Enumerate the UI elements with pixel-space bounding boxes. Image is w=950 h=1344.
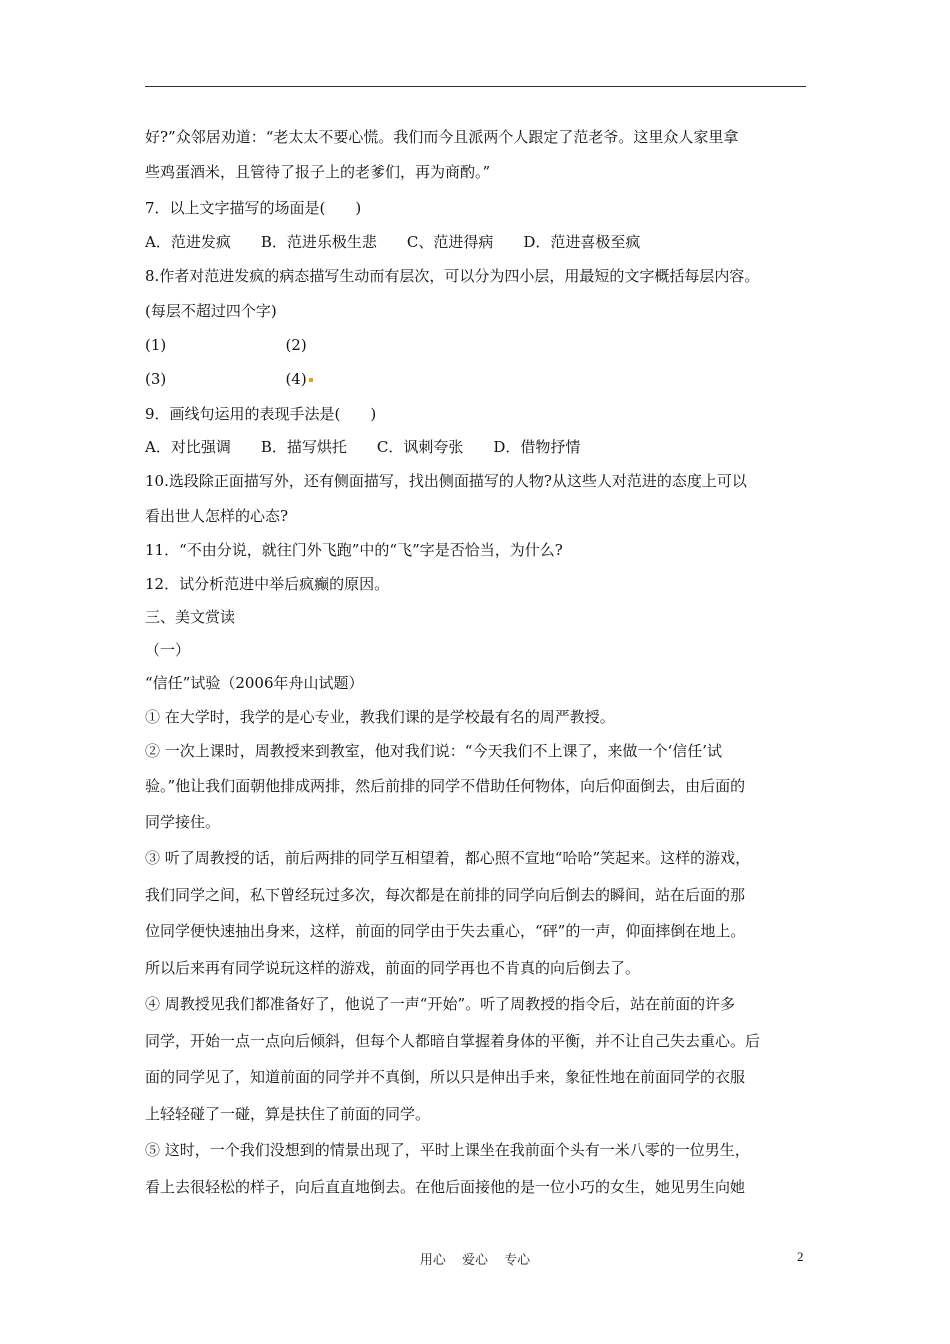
question-12: 12．试分析范进中举后疯癫的原因。 <box>145 575 390 593</box>
paragraph-5-cont: 看上去很轻松的样子，向后直直地倒去。在他后面接他的是一位小巧的女生，她见男生向她 <box>145 1178 746 1196</box>
question-7-options: A．范进发疯 B．范进乐极生悲 C、范进得病 D．范进喜极至疯 <box>145 233 641 251</box>
paragraph-4-cont: 面的同学见了，知道前面的同学并不真倒，所以只是伸出手来，象征性地在前面同学的衣服 <box>145 1068 746 1086</box>
paragraph-3-cont: 位同学便快速抽出身来，这样，前面的同学由于失去重心，“砰”的一声，仰面摔倒在地上。 <box>145 922 746 940</box>
subsection-label: （一） <box>145 641 191 659</box>
question-10: 10.选段除正面描写外，还有侧面描写，找出侧面描写的人物?从这些人对范进的态度上可以 <box>145 472 747 490</box>
answer-row-1: (1) (2) <box>145 336 307 354</box>
answer-row-2 <box>145 369 313 389</box>
question-11: 11．“不由分说，就往门外飞跑”中的“飞”字是否恰当，为什么? <box>145 541 563 559</box>
paragraph-3: ③ 听了周教授的话，前后两排的同学互相望着，都心照不宣地“哈哈”笑起来。这样的游戏， <box>145 849 751 867</box>
text-line: 些鸡蛋酒米，且管待了报子上的老爹们，再为商酌。” <box>145 163 491 181</box>
paragraph-3-cont: 所以后来再有同学说玩这样的游戏，前面的同学再也不肯真的向后倒去了。 <box>145 959 641 977</box>
paragraph-1: ① 在大学时，我学的是心专业，教我们课的是学校最有名的周严教授。 <box>145 708 615 726</box>
question-7: 7．以上文字描写的场面是( ) <box>145 199 362 217</box>
paragraph-2-cont: 同学接住。 <box>145 813 221 831</box>
paragraph-5: ⑤ 这时，一个我们没想到的情景出现了，平时上课坐在我前面个头有一米八零的一位男生， <box>145 1141 750 1159</box>
section-heading: 三、美文赏读 <box>145 608 236 626</box>
paragraph-4-cont: 上轻轻碰了一碰，算是扶住了前面的同学。 <box>145 1105 431 1123</box>
page-number: 2 <box>797 1249 804 1264</box>
header-rule <box>145 86 806 87</box>
page-footer <box>0 1249 950 1268</box>
answer-row-2-text: (3) (4) <box>145 370 307 388</box>
paragraph-4: ④ 周教授见我们都准备好了，他说了一声“开始”。听了周教授的指令后，站在前面的许多 <box>145 995 736 1013</box>
article-title: “信任”试验（2006年舟山试题） <box>145 674 364 692</box>
question-9-options: A．对比强调 B．描写烘托 C．讽刺夸张 D．借物抒情 <box>145 438 581 456</box>
question-9: 9．画线句运用的表现手法是( ) <box>145 405 377 423</box>
question-10-cont: 看出世人怎样的心态? <box>145 507 289 525</box>
question-8-note: (每层不超过四个字) <box>145 302 277 320</box>
footer-middle: 爱心 <box>461 1253 488 1268</box>
paragraph-2-cont: 验。”他让我们面朝他排成两排，然后前排的同学不借助任何物体，向后仰面倒去，由后面的 <box>145 777 746 795</box>
footer-right: 专心 <box>504 1253 531 1268</box>
paragraph-3-cont: 我们同学之间，私下曾经玩过多次，每次都是在前排的同学向后倒去的瞬间，站在后面的那 <box>145 886 746 904</box>
marker-dot <box>309 378 313 382</box>
text-line: 好?”众邻居劝道：“老太太不要心慌。我们而今且派两个人跟定了范老爷。这里众人家里拿 <box>145 128 739 146</box>
paragraph-2: ② 一次上课时，周教授来到教室，他对我们说：“今天我们不上课了，来做一个‘信任’试 <box>145 742 722 760</box>
question-8: 8.作者对范进发疯的病态描写生动而有层次，可以分为四小层，用最短的文字概括每层内容。 <box>145 267 760 285</box>
paragraph-4-cont: 同学，开始一点一点向后倾斜，但每个人都暗自掌握着身体的平衡，并不让自己失去重心。后 <box>145 1032 761 1050</box>
footer-left: 用心 <box>419 1253 446 1268</box>
